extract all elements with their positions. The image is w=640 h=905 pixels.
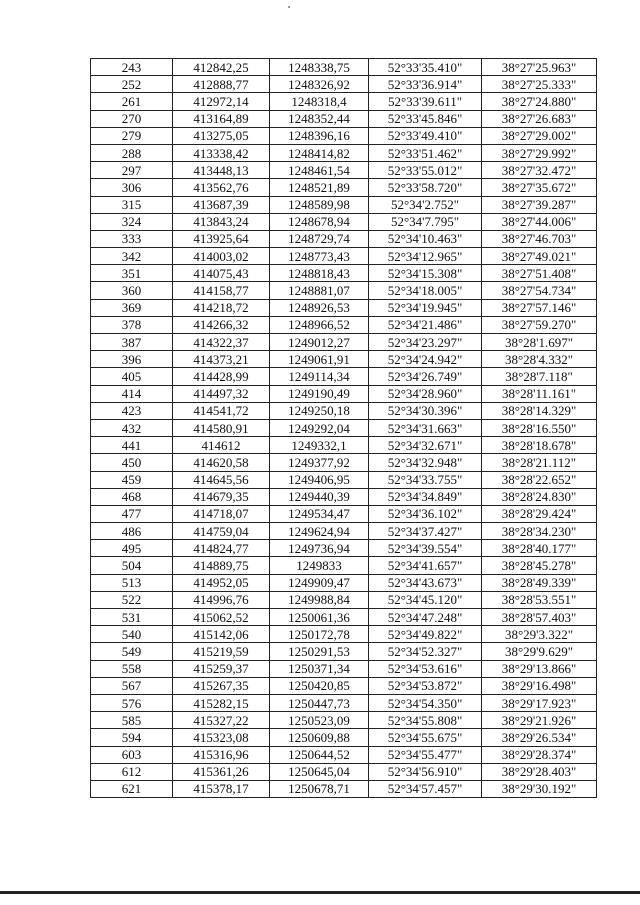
- latitude-cell: 52°34'53.872": [369, 677, 482, 694]
- table-row: [91, 540, 597, 557]
- y-coordinate-cell: 1249534,47: [270, 505, 369, 522]
- y-coordinate-cell: 1248338,75: [270, 59, 369, 76]
- x-coordinate-cell: 414612: [173, 437, 270, 454]
- y-coordinate-cell: 1248926,53: [270, 299, 369, 316]
- longitude-cell: 38°27'25.963": [482, 59, 597, 76]
- longitude-cell: 38°28'57.403": [482, 609, 597, 626]
- table-row: [91, 299, 597, 316]
- longitude-cell: 38°27'29.002": [482, 127, 597, 144]
- point-number-cell: 405: [91, 368, 173, 385]
- x-coordinate-cell: 414373,21: [173, 351, 270, 368]
- point-number-cell: 432: [91, 419, 173, 436]
- y-coordinate-cell: 1249250,18: [270, 402, 369, 419]
- y-coordinate-cell: 1250644,52: [270, 746, 369, 763]
- y-coordinate-cell: 1250371,34: [270, 660, 369, 677]
- table-row: [91, 780, 597, 797]
- x-coordinate-cell: 413275,05: [173, 127, 270, 144]
- x-coordinate-cell: 414889,75: [173, 557, 270, 574]
- latitude-cell: 52°34'52.327": [369, 643, 482, 660]
- point-number-cell: 261: [91, 93, 173, 110]
- longitude-cell: 38°27'49.021": [482, 248, 597, 265]
- x-coordinate-cell: 415282,15: [173, 694, 270, 711]
- latitude-cell: 52°34'49.822": [369, 626, 482, 643]
- y-coordinate-cell: 1248818,43: [270, 265, 369, 282]
- point-number-cell: 450: [91, 454, 173, 471]
- table-row: [91, 626, 597, 643]
- longitude-cell: 38°27'57.146": [482, 299, 597, 316]
- point-number-cell: 396: [91, 351, 173, 368]
- longitude-cell: 38°28'53.551": [482, 591, 597, 608]
- table-row: [91, 574, 597, 591]
- y-coordinate-cell: 1250447,73: [270, 694, 369, 711]
- table-row: [91, 144, 597, 161]
- point-number-cell: 315: [91, 196, 173, 213]
- x-coordinate-cell: 414620,58: [173, 454, 270, 471]
- latitude-cell: 52°34'12.965": [369, 248, 482, 265]
- point-number-cell: 351: [91, 265, 173, 282]
- longitude-cell: 38°28'22.652": [482, 471, 597, 488]
- table-row: [91, 729, 597, 746]
- latitude-cell: 52°34'45.120": [369, 591, 482, 608]
- y-coordinate-cell: 1250420,85: [270, 677, 369, 694]
- y-coordinate-cell: 1249377,92: [270, 454, 369, 471]
- longitude-cell: 38°27'51.408": [482, 265, 597, 282]
- longitude-cell: 38°28'16.550": [482, 419, 597, 436]
- latitude-cell: 52°33'49.410": [369, 127, 482, 144]
- table-row: [91, 609, 597, 626]
- x-coordinate-cell: 413925,64: [173, 230, 270, 247]
- table-row: [91, 712, 597, 729]
- x-coordinate-cell: 414428,99: [173, 368, 270, 385]
- latitude-cell: 52°34'56.910": [369, 763, 482, 780]
- latitude-cell: 52°33'39.611": [369, 93, 482, 110]
- y-coordinate-cell: 1249736,94: [270, 540, 369, 557]
- point-number-cell: 468: [91, 488, 173, 505]
- point-number-cell: 270: [91, 110, 173, 127]
- point-number-cell: 576: [91, 694, 173, 711]
- latitude-cell: 52°34'33.755": [369, 471, 482, 488]
- point-number-cell: 603: [91, 746, 173, 763]
- point-number-cell: 414: [91, 385, 173, 402]
- table-row: [91, 110, 597, 127]
- x-coordinate-cell: 413562,76: [173, 179, 270, 196]
- longitude-cell: 38°27'25.333": [482, 76, 597, 93]
- coordinates-table-body: [91, 59, 597, 798]
- point-number-cell: 441: [91, 437, 173, 454]
- point-number-cell: 324: [91, 213, 173, 230]
- y-coordinate-cell: 1248678,94: [270, 213, 369, 230]
- y-coordinate-cell: 1250523,09: [270, 712, 369, 729]
- latitude-cell: 52°34'39.554": [369, 540, 482, 557]
- latitude-cell: 52°34'57.457": [369, 780, 482, 797]
- longitude-cell: 38°27'59.270": [482, 316, 597, 333]
- x-coordinate-cell: 414645,56: [173, 471, 270, 488]
- longitude-cell: 38°28'18.678": [482, 437, 597, 454]
- latitude-cell: 52°34'55.808": [369, 712, 482, 729]
- x-coordinate-cell: 414996,76: [173, 591, 270, 608]
- point-number-cell: 279: [91, 127, 173, 144]
- longitude-cell: 38°27'29.992": [482, 144, 597, 161]
- y-coordinate-cell: 1248966,52: [270, 316, 369, 333]
- y-coordinate-cell: 1249988,84: [270, 591, 369, 608]
- y-coordinate-cell: 1248521,89: [270, 179, 369, 196]
- y-coordinate-cell: 1248352,44: [270, 110, 369, 127]
- longitude-cell: 38°28'11.161": [482, 385, 597, 402]
- point-number-cell: 594: [91, 729, 173, 746]
- latitude-cell: 52°34'41.657": [369, 557, 482, 574]
- point-number-cell: 513: [91, 574, 173, 591]
- longitude-cell: 38°27'32.472": [482, 162, 597, 179]
- latitude-cell: 52°33'51.462": [369, 144, 482, 161]
- longitude-cell: 38°28'40.177": [482, 540, 597, 557]
- table-row: [91, 59, 597, 76]
- y-coordinate-cell: 1248318,4: [270, 93, 369, 110]
- table-row: [91, 265, 597, 282]
- y-coordinate-cell: 1250172,78: [270, 626, 369, 643]
- point-number-cell: 549: [91, 643, 173, 660]
- point-number-cell: 360: [91, 282, 173, 299]
- table-row: [91, 230, 597, 247]
- latitude-cell: 52°34'32.948": [369, 454, 482, 471]
- point-number-cell: 612: [91, 763, 173, 780]
- point-number-cell: 297: [91, 162, 173, 179]
- latitude-cell: 52°33'55.012": [369, 162, 482, 179]
- y-coordinate-cell: 1250061,36: [270, 609, 369, 626]
- x-coordinate-cell: 413687,39: [173, 196, 270, 213]
- table-row: [91, 248, 597, 265]
- longitude-cell: 38°28'29.424": [482, 505, 597, 522]
- point-number-cell: 558: [91, 660, 173, 677]
- table-row: [91, 419, 597, 436]
- x-coordinate-cell: 414824,77: [173, 540, 270, 557]
- longitude-cell: 38°27'54.734": [482, 282, 597, 299]
- latitude-cell: 52°34'54.350": [369, 694, 482, 711]
- table-row: [91, 385, 597, 402]
- table-row: [91, 368, 597, 385]
- x-coordinate-cell: 413338,42: [173, 144, 270, 161]
- scan-speck: [288, 6, 290, 8]
- x-coordinate-cell: 413448,13: [173, 162, 270, 179]
- longitude-cell: 38°28'49.339": [482, 574, 597, 591]
- latitude-cell: 52°33'58.720": [369, 179, 482, 196]
- latitude-cell: 52°34'55.675": [369, 729, 482, 746]
- longitude-cell: 38°28'7.118": [482, 368, 597, 385]
- x-coordinate-cell: 414266,32: [173, 316, 270, 333]
- point-number-cell: 333: [91, 230, 173, 247]
- y-coordinate-cell: 1248589,98: [270, 196, 369, 213]
- point-number-cell: 495: [91, 540, 173, 557]
- latitude-cell: 52°34'23.297": [369, 334, 482, 351]
- table-row: [91, 643, 597, 660]
- table-row: [91, 557, 597, 574]
- latitude-cell: 52°34'32.671": [369, 437, 482, 454]
- y-coordinate-cell: 1248881,07: [270, 282, 369, 299]
- table-row: [91, 591, 597, 608]
- table-row: [91, 334, 597, 351]
- y-coordinate-cell: 1249190,49: [270, 385, 369, 402]
- x-coordinate-cell: 415142,06: [173, 626, 270, 643]
- x-coordinate-cell: 415062,52: [173, 609, 270, 626]
- latitude-cell: 52°34'28.960": [369, 385, 482, 402]
- x-coordinate-cell: 414952,05: [173, 574, 270, 591]
- x-coordinate-cell: 414759,04: [173, 523, 270, 540]
- latitude-cell: 52°33'45.846": [369, 110, 482, 127]
- longitude-cell: 38°27'39.287": [482, 196, 597, 213]
- table-row: [91, 488, 597, 505]
- longitude-cell: 38°29'3.322": [482, 626, 597, 643]
- table-row: [91, 471, 597, 488]
- x-coordinate-cell: 414075,43: [173, 265, 270, 282]
- point-number-cell: 585: [91, 712, 173, 729]
- longitude-cell: 38°27'35.672": [482, 179, 597, 196]
- longitude-cell: 38°28'24.830": [482, 488, 597, 505]
- latitude-cell: 52°34'24.942": [369, 351, 482, 368]
- x-coordinate-cell: 415378,17: [173, 780, 270, 797]
- x-coordinate-cell: 414158,77: [173, 282, 270, 299]
- longitude-cell: 38°29'9.629": [482, 643, 597, 660]
- table-row: [91, 437, 597, 454]
- x-coordinate-cell: 415327,22: [173, 712, 270, 729]
- point-number-cell: 423: [91, 402, 173, 419]
- y-coordinate-cell: 1249624,94: [270, 523, 369, 540]
- x-coordinate-cell: 412972,14: [173, 93, 270, 110]
- x-coordinate-cell: 412842,25: [173, 59, 270, 76]
- y-coordinate-cell: 1248414,82: [270, 144, 369, 161]
- y-coordinate-cell: 1248396,16: [270, 127, 369, 144]
- point-number-cell: 522: [91, 591, 173, 608]
- longitude-cell: 38°29'28.403": [482, 763, 597, 780]
- x-coordinate-cell: 415259,37: [173, 660, 270, 677]
- y-coordinate-cell: 1250678,71: [270, 780, 369, 797]
- latitude-cell: 52°34'7.795": [369, 213, 482, 230]
- latitude-cell: 52°34'47.248": [369, 609, 482, 626]
- longitude-cell: 38°29'30.192": [482, 780, 597, 797]
- point-number-cell: 378: [91, 316, 173, 333]
- point-number-cell: 567: [91, 677, 173, 694]
- x-coordinate-cell: 414541,72: [173, 402, 270, 419]
- latitude-cell: 52°34'53.616": [369, 660, 482, 677]
- longitude-cell: 38°27'26.683": [482, 110, 597, 127]
- point-number-cell: 306: [91, 179, 173, 196]
- x-coordinate-cell: 413843,24: [173, 213, 270, 230]
- latitude-cell: 52°33'35.410": [369, 59, 482, 76]
- table-row: [91, 505, 597, 522]
- x-coordinate-cell: 414322,37: [173, 334, 270, 351]
- longitude-cell: 38°29'17.923": [482, 694, 597, 711]
- point-number-cell: 288: [91, 144, 173, 161]
- x-coordinate-cell: 413164,89: [173, 110, 270, 127]
- table-row: [91, 351, 597, 368]
- point-number-cell: 387: [91, 334, 173, 351]
- table-row: [91, 179, 597, 196]
- x-coordinate-cell: 414580,91: [173, 419, 270, 436]
- point-number-cell: 459: [91, 471, 173, 488]
- y-coordinate-cell: 1250609,88: [270, 729, 369, 746]
- table-row: [91, 454, 597, 471]
- latitude-cell: 52°34'55.477": [369, 746, 482, 763]
- longitude-cell: 38°28'34.230": [482, 523, 597, 540]
- latitude-cell: 52°34'19.945": [369, 299, 482, 316]
- table-row: [91, 213, 597, 230]
- table-row: [91, 763, 597, 780]
- x-coordinate-cell: 414497,32: [173, 385, 270, 402]
- table-row: [91, 523, 597, 540]
- table-row: [91, 76, 597, 93]
- longitude-cell: 38°29'16.498": [482, 677, 597, 694]
- latitude-cell: 52°34'37.427": [369, 523, 482, 540]
- y-coordinate-cell: 1249012,27: [270, 334, 369, 351]
- table-row: [91, 677, 597, 694]
- longitude-cell: 38°28'14.329": [482, 402, 597, 419]
- point-number-cell: 504: [91, 557, 173, 574]
- latitude-cell: 52°34'26.749": [369, 368, 482, 385]
- latitude-cell: 52°33'36.914": [369, 76, 482, 93]
- longitude-cell: 38°29'13.866": [482, 660, 597, 677]
- point-number-cell: 243: [91, 59, 173, 76]
- y-coordinate-cell: 1249833: [270, 557, 369, 574]
- coordinates-table: [90, 58, 597, 798]
- point-number-cell: 486: [91, 523, 173, 540]
- y-coordinate-cell: 1250645,04: [270, 763, 369, 780]
- page-bottom-rule: [0, 891, 640, 894]
- latitude-cell: 52°34'43.673": [369, 574, 482, 591]
- y-coordinate-cell: 1249406,95: [270, 471, 369, 488]
- table-row: [91, 746, 597, 763]
- point-number-cell: 621: [91, 780, 173, 797]
- x-coordinate-cell: 412888,77: [173, 76, 270, 93]
- table-row: [91, 316, 597, 333]
- latitude-cell: 52°34'31.663": [369, 419, 482, 436]
- longitude-cell: 38°28'21.112": [482, 454, 597, 471]
- longitude-cell: 38°28'1.697": [482, 334, 597, 351]
- y-coordinate-cell: 1249292,04: [270, 419, 369, 436]
- x-coordinate-cell: 414718,07: [173, 505, 270, 522]
- y-coordinate-cell: 1248773,43: [270, 248, 369, 265]
- longitude-cell: 38°28'45.278": [482, 557, 597, 574]
- table-row: [91, 282, 597, 299]
- latitude-cell: 52°34'2.752": [369, 196, 482, 213]
- x-coordinate-cell: 415323,08: [173, 729, 270, 746]
- point-number-cell: 252: [91, 76, 173, 93]
- longitude-cell: 38°28'4.332": [482, 351, 597, 368]
- point-number-cell: 531: [91, 609, 173, 626]
- y-coordinate-cell: 1249440,39: [270, 488, 369, 505]
- x-coordinate-cell: 414003,02: [173, 248, 270, 265]
- y-coordinate-cell: 1248326,92: [270, 76, 369, 93]
- y-coordinate-cell: 1248461,54: [270, 162, 369, 179]
- latitude-cell: 52°34'18.005": [369, 282, 482, 299]
- table-row: [91, 694, 597, 711]
- longitude-cell: 38°29'21.926": [482, 712, 597, 729]
- x-coordinate-cell: 415267,35: [173, 677, 270, 694]
- longitude-cell: 38°27'24.880": [482, 93, 597, 110]
- y-coordinate-cell: 1249332,1: [270, 437, 369, 454]
- y-coordinate-cell: 1249061,91: [270, 351, 369, 368]
- table-row: [91, 162, 597, 179]
- table-row: [91, 402, 597, 419]
- x-coordinate-cell: 414218,72: [173, 299, 270, 316]
- point-number-cell: 540: [91, 626, 173, 643]
- latitude-cell: 52°34'34.849": [369, 488, 482, 505]
- longitude-cell: 38°29'28.374": [482, 746, 597, 763]
- point-number-cell: 342: [91, 248, 173, 265]
- x-coordinate-cell: 415361,26: [173, 763, 270, 780]
- point-number-cell: 477: [91, 505, 173, 522]
- y-coordinate-cell: 1249909,47: [270, 574, 369, 591]
- latitude-cell: 52°34'36.102": [369, 505, 482, 522]
- latitude-cell: 52°34'15.308": [369, 265, 482, 282]
- y-coordinate-cell: 1248729,74: [270, 230, 369, 247]
- x-coordinate-cell: 415219,59: [173, 643, 270, 660]
- table-row: [91, 196, 597, 213]
- table-row: [91, 660, 597, 677]
- latitude-cell: 52°34'21.486": [369, 316, 482, 333]
- x-coordinate-cell: 414679,35: [173, 488, 270, 505]
- longitude-cell: 38°29'26.534": [482, 729, 597, 746]
- table-row: [91, 93, 597, 110]
- longitude-cell: 38°27'44.006": [482, 213, 597, 230]
- latitude-cell: 52°34'10.463": [369, 230, 482, 247]
- table-row: [91, 127, 597, 144]
- longitude-cell: 38°27'46.703": [482, 230, 597, 247]
- point-number-cell: 369: [91, 299, 173, 316]
- y-coordinate-cell: 1249114,34: [270, 368, 369, 385]
- latitude-cell: 52°34'30.396": [369, 402, 482, 419]
- x-coordinate-cell: 415316,96: [173, 746, 270, 763]
- y-coordinate-cell: 1250291,53: [270, 643, 369, 660]
